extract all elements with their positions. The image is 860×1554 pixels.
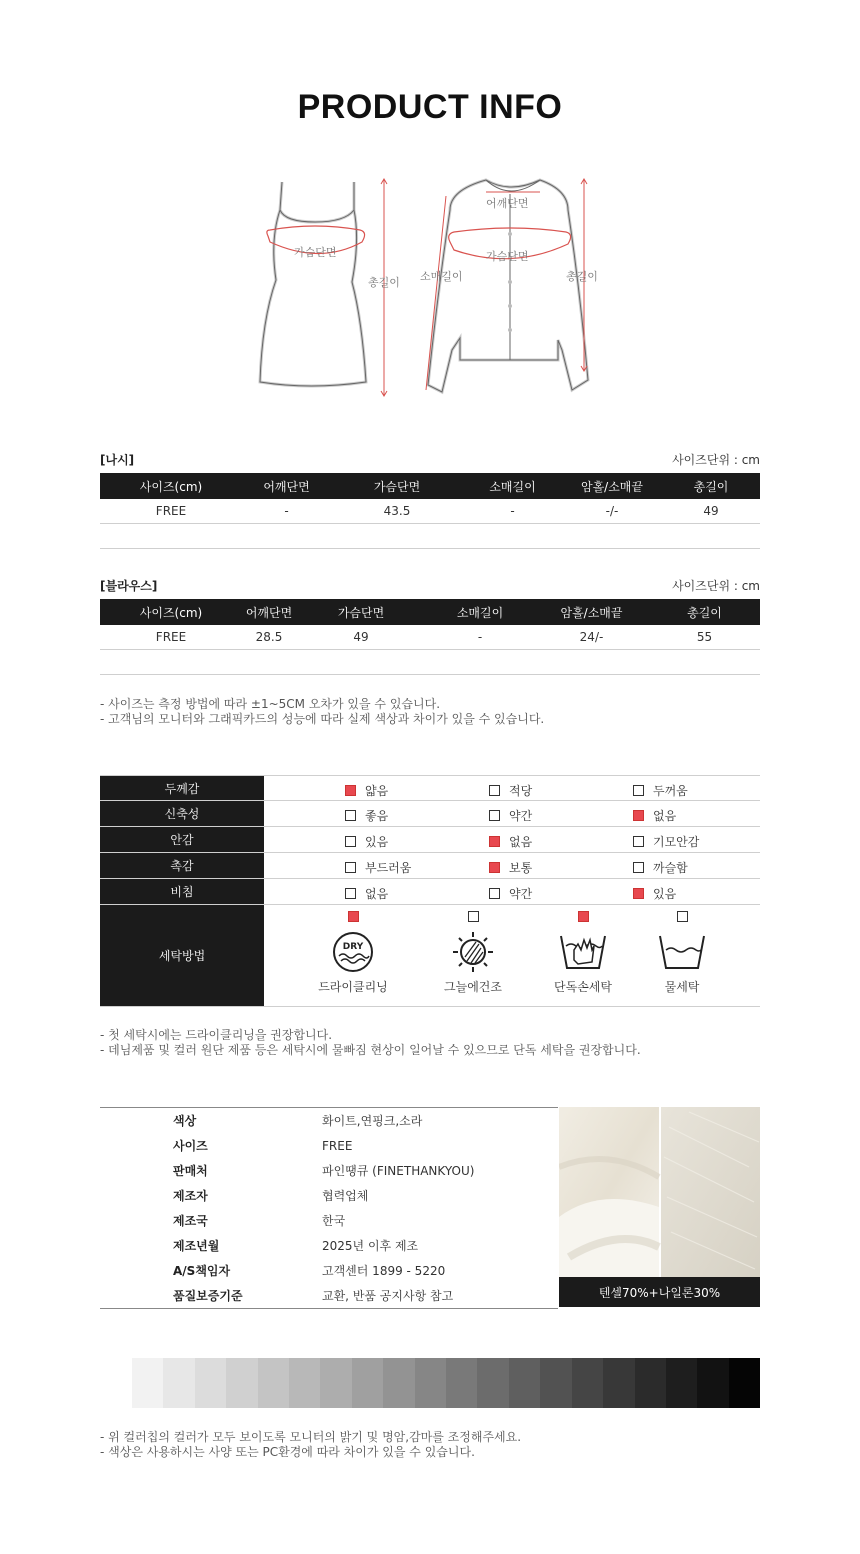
color-chip	[540, 1358, 571, 1408]
color-chip	[352, 1358, 383, 1408]
color-chip	[603, 1358, 634, 1408]
feel-option-label: 부드러움	[365, 861, 412, 875]
feel-checkbox[interactable]	[345, 888, 356, 899]
info-key: A/S책임자	[173, 1264, 231, 1278]
divider	[100, 548, 760, 549]
info-value: FREE	[322, 1138, 353, 1153]
feel-checkbox[interactable]	[633, 836, 644, 847]
color-chip	[697, 1358, 728, 1408]
info-value: 화이트,연핑크,소라	[322, 1114, 423, 1128]
feel-option[interactable]	[345, 782, 388, 799]
feel-label: 안감	[100, 827, 264, 852]
feel-checkbox[interactable]	[489, 836, 500, 847]
table-cell: 55	[696, 630, 713, 644]
wash-item-water-wash	[632, 905, 732, 995]
table-row	[100, 625, 760, 650]
size-table-blouse	[100, 599, 760, 650]
divider	[100, 674, 760, 675]
feel-option[interactable]	[633, 833, 699, 850]
feel-option[interactable]	[489, 807, 532, 824]
feel-option[interactable]	[489, 833, 532, 850]
col-header: 어깨단면	[245, 605, 293, 620]
feel-label: 촉감	[100, 853, 264, 878]
dry-clean-icon-text: DRY	[342, 942, 364, 952]
color-notes	[100, 1430, 521, 1460]
note-line: - 첫 세탁시에는 드라이클리닝을 권장합니다.	[100, 1028, 333, 1042]
col-header: 총길이	[687, 605, 722, 620]
wash-item-dry-clean	[303, 905, 403, 995]
col-header: 어깨단면	[263, 479, 310, 494]
feel-checkbox[interactable]	[345, 862, 356, 873]
color-chip	[289, 1358, 320, 1408]
info-key: 판매처	[173, 1164, 208, 1178]
info-row	[100, 1233, 558, 1258]
feel-checkbox[interactable]	[633, 785, 644, 796]
wash-item-label: 단독손세탁	[554, 980, 612, 994]
feel-option-label: 적당	[509, 784, 533, 798]
info-key: 제조자	[173, 1189, 208, 1203]
feel-option-label: 약간	[509, 809, 533, 823]
wash-checkbox[interactable]	[468, 911, 479, 922]
info-key: 사이즈	[173, 1139, 208, 1153]
feel-option-label: 있음	[365, 835, 389, 849]
measurement-diagram	[250, 170, 610, 405]
feel-option[interactable]	[489, 859, 532, 876]
wash-notes	[100, 1028, 641, 1058]
info-row	[100, 1108, 558, 1133]
fabric-feel-table	[100, 775, 760, 1007]
fabric-feel-row	[100, 879, 760, 905]
info-key: 색상	[173, 1114, 197, 1128]
wash-item-shade-dry	[423, 905, 523, 995]
col-header: 소매길이	[456, 605, 504, 620]
wash-item-label: 그늘에건조	[444, 980, 502, 994]
color-chip	[729, 1358, 760, 1408]
fabric-feel-row	[100, 827, 760, 853]
table-cell: 24/-	[579, 630, 604, 644]
feel-option[interactable]	[489, 885, 532, 902]
color-chip	[320, 1358, 351, 1408]
color-chip	[132, 1358, 163, 1408]
feel-checkbox[interactable]	[345, 836, 356, 847]
info-row	[100, 1183, 558, 1208]
cardigan-chest-label: 가슴단면	[486, 250, 529, 263]
feel-option-label: 약간	[509, 887, 533, 901]
feel-label: 비침	[100, 879, 264, 904]
shade-dry-icon	[448, 930, 498, 974]
note-line: - 고객님의 모니터와 그래픽카드의 성능에 따라 실제 색상과 차이가 있을 수 있습니다.	[100, 712, 545, 726]
feel-option-label: 없음	[365, 887, 389, 901]
color-chip	[163, 1358, 194, 1408]
info-value: 파인땡큐 (FINETHANKYOU)	[322, 1164, 475, 1178]
col-header: 사이즈(cm)	[139, 605, 203, 620]
info-value: 2025년 이후 제조	[322, 1239, 419, 1253]
feel-option-label: 있음	[653, 887, 677, 901]
feel-checkbox[interactable]	[633, 810, 644, 821]
feel-option-label: 없음	[509, 835, 533, 849]
cardigan-sleeve-label: 소매길이	[420, 270, 463, 283]
table-cell: -	[477, 630, 483, 644]
info-row	[100, 1283, 558, 1308]
info-row	[100, 1158, 558, 1183]
cardigan-shoulder-label: 어깨단면	[486, 197, 529, 210]
note-line: - 데님제품 및 컬러 원단 제품 등은 세탁시에 물빠짐 현상이 일어날 수 있으므로 단독 세탁을 권장합니다.	[100, 1043, 641, 1057]
table-cell: FREE	[155, 504, 187, 518]
color-chip	[415, 1358, 446, 1408]
feel-option[interactable]	[345, 885, 388, 902]
wash-checkbox[interactable]	[348, 911, 359, 922]
note-line: - 위 컬러칩의 컬러가 모두 보이도록 모니터의 밝기 및 명암,감마를 조정해주세요.	[100, 1430, 522, 1444]
table-cell: -/-	[605, 504, 619, 518]
feel-option[interactable]	[345, 833, 388, 850]
table-cell: -	[284, 504, 289, 518]
feel-option[interactable]	[633, 782, 688, 799]
info-value: 교환, 반품 공지사항 참고	[322, 1289, 454, 1303]
table-header-row	[100, 473, 760, 499]
feel-checkbox[interactable]	[489, 862, 500, 873]
color-chip	[383, 1358, 414, 1408]
feel-option-label: 얇음	[365, 784, 389, 798]
fabric-composition: 텐셀70%+나일론30%	[559, 1277, 760, 1307]
feel-checkbox[interactable]	[489, 785, 500, 796]
size-unit-blouse: 사이즈단위 : cm	[672, 579, 760, 593]
table-name-blouse: [블라우스]	[100, 579, 158, 593]
feel-option-label: 기모안감	[653, 835, 700, 849]
color-chip	[477, 1358, 508, 1408]
table-cell: 28.5	[255, 630, 283, 644]
product-info-table	[100, 1107, 558, 1309]
feel-checkbox[interactable]	[633, 862, 644, 873]
info-value: 고객센터 1899 - 5220	[322, 1264, 446, 1278]
feel-checkbox[interactable]	[489, 888, 500, 899]
fabric-swatch-photo	[559, 1107, 760, 1277]
color-chip	[446, 1358, 477, 1408]
feel-option[interactable]	[489, 782, 532, 799]
wash-method-row	[100, 905, 760, 1007]
info-row	[100, 1208, 558, 1233]
tank-top-outline	[260, 182, 366, 386]
size-unit-tank: 사이즈단위 : cm	[672, 453, 760, 467]
color-chip	[195, 1358, 226, 1408]
table-cell: 49	[353, 630, 369, 644]
col-header: 가슴단면	[337, 605, 385, 620]
hand-wash-icon	[558, 930, 608, 974]
water-wash-icon	[657, 930, 707, 974]
feel-label: 신축성	[100, 801, 264, 826]
size-table-tank	[100, 473, 760, 524]
note-line: - 사이즈는 측정 방법에 따라 ±1~5CM 오차가 있을 수 있습니다.	[100, 697, 441, 711]
feel-option[interactable]	[633, 859, 688, 876]
col-header: 암홀/소매끝	[560, 605, 623, 620]
info-value: 협력업체	[322, 1189, 369, 1203]
wash-item-hand-wash	[533, 905, 633, 995]
info-value: 한국	[322, 1214, 346, 1228]
color-chip-strip	[132, 1358, 760, 1408]
wash-method-label: 세탁방법	[100, 905, 264, 1006]
dry-clean-icon	[330, 930, 376, 974]
color-chip	[226, 1358, 257, 1408]
color-chip	[666, 1358, 697, 1408]
feel-option-label: 까슬함	[653, 861, 688, 875]
table-cell: 43.5	[383, 504, 411, 518]
tank-chest-label: 가슴단면	[294, 246, 337, 259]
col-header: 총길이	[693, 479, 729, 494]
color-chip	[635, 1358, 666, 1408]
info-key: 제조년월	[173, 1239, 220, 1253]
wash-item-label: 드라이클리닝	[318, 980, 388, 994]
cardigan-length-label: 총길이	[566, 270, 598, 283]
feel-option[interactable]	[633, 885, 676, 902]
table-cell: FREE	[155, 630, 187, 644]
size-notes	[100, 697, 544, 727]
wash-checkbox[interactable]	[578, 911, 589, 922]
fabric-feel-row	[100, 853, 760, 879]
table-cell: 49	[703, 504, 719, 518]
info-key: 제조국	[173, 1214, 208, 1228]
col-header: 사이즈(cm)	[139, 479, 203, 494]
fabric-feel-row	[100, 801, 760, 827]
col-header: 가슴단면	[373, 479, 421, 494]
table-header-row	[100, 599, 760, 625]
note-line: - 색상은 사용하시는 사양 또는 PC환경에 따라 차이가 있을 수 있습니다.	[100, 1445, 475, 1459]
feel-checkbox[interactable]	[489, 810, 500, 821]
feel-label: 두께감	[100, 776, 264, 800]
feel-option-label: 두꺼움	[653, 784, 688, 798]
feel-option[interactable]	[633, 807, 676, 824]
info-row	[100, 1258, 558, 1283]
feel-checkbox[interactable]	[345, 810, 356, 821]
table-cell: -	[510, 504, 515, 518]
feel-option-label: 좋음	[365, 809, 389, 823]
feel-option[interactable]	[345, 859, 411, 876]
col-header: 소매길이	[489, 479, 536, 494]
feel-checkbox[interactable]	[633, 888, 644, 899]
fabric-feel-row	[100, 775, 760, 801]
table-name-tank: [나시]	[100, 453, 135, 467]
color-chip	[258, 1358, 289, 1408]
feel-option[interactable]	[345, 807, 388, 824]
tank-length-label: 총길이	[368, 276, 400, 289]
feel-checkbox[interactable]	[345, 785, 356, 796]
wash-item-label: 물세탁	[664, 980, 700, 994]
page-title: PRODUCT INFO	[297, 88, 563, 126]
color-chip	[509, 1358, 540, 1408]
color-chip	[572, 1358, 603, 1408]
table-row	[100, 499, 760, 524]
col-header: 암홀/소매끝	[580, 479, 643, 494]
wash-checkbox[interactable]	[677, 911, 688, 922]
feel-option-label: 없음	[653, 809, 677, 823]
feel-option-label: 보통	[509, 861, 533, 875]
cardigan-sleeve-measure	[426, 196, 446, 390]
garment-illustration	[250, 170, 610, 405]
info-row	[100, 1133, 558, 1158]
info-key: 품질보증기준	[173, 1289, 243, 1303]
